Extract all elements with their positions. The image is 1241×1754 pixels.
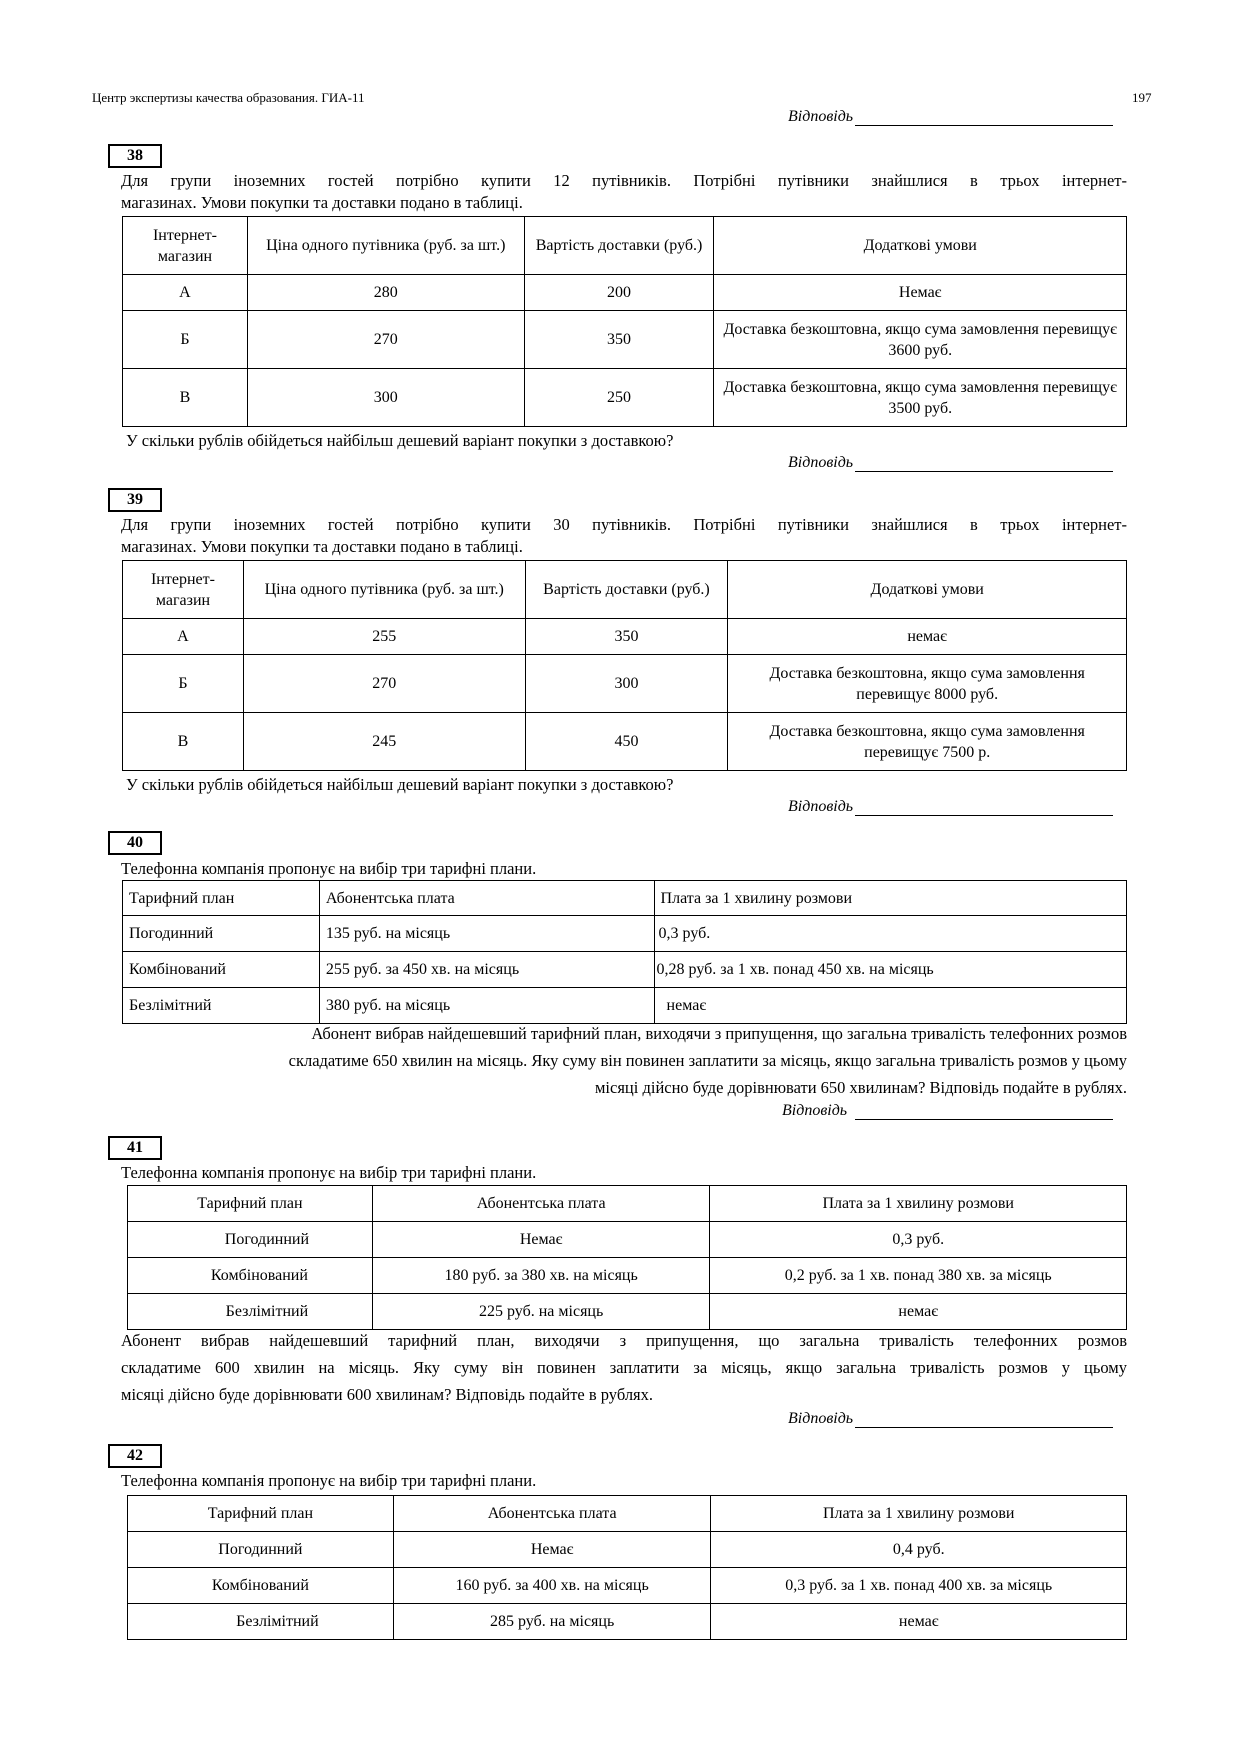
header-cell: Інтернет-магазин bbox=[123, 217, 248, 275]
table-cell: 350 bbox=[525, 619, 728, 655]
table-cell: 245 bbox=[243, 713, 525, 771]
table-cell: А bbox=[123, 275, 248, 311]
table-header-row bbox=[123, 217, 1127, 275]
answer-blank[interactable] bbox=[855, 1104, 1113, 1120]
table-row bbox=[123, 369, 1127, 427]
table-cell: 380 руб. на місяць bbox=[319, 988, 654, 1024]
header-cell: Тарифний план bbox=[123, 881, 320, 916]
table-cell: 270 bbox=[243, 655, 525, 713]
task-38-question: У скільки рублів обійдеться найбільш дешевий варіант покупки з доставкою? bbox=[126, 431, 674, 450]
table-header-row bbox=[123, 561, 1127, 619]
table-header-row bbox=[123, 881, 1127, 916]
answer-blank[interactable] bbox=[855, 800, 1113, 816]
table-row bbox=[128, 1258, 1127, 1294]
table-cell: 0,28 руб. за 1 хв. понад 450 хв. на місяць bbox=[654, 952, 1126, 988]
table-cell: Немає bbox=[372, 1222, 710, 1258]
header-cell: Абонентська плата bbox=[372, 1186, 710, 1222]
table-row bbox=[128, 1532, 1127, 1568]
table-cell: В bbox=[123, 369, 248, 427]
table-row bbox=[123, 713, 1127, 771]
table-row bbox=[123, 655, 1127, 713]
header-cell: Плата за 1 хвилину розмови bbox=[710, 1186, 1127, 1222]
answer-line-40 bbox=[782, 1102, 1113, 1120]
header-cell: Додаткові умови bbox=[728, 561, 1127, 619]
table-cell: В bbox=[123, 713, 244, 771]
table-cell: 300 bbox=[525, 655, 728, 713]
table-row bbox=[123, 619, 1127, 655]
answer-blank[interactable] bbox=[855, 1412, 1113, 1428]
table-cell: 350 bbox=[524, 311, 714, 369]
header-cell: Інтернет-магазин bbox=[123, 561, 244, 619]
task-41-question-line1: Абонент вибрав найдешевший тарифний план, виходячи з припущення, що загальна тривалість телефонних розмов bbox=[121, 1331, 1127, 1350]
answer-blank[interactable] bbox=[855, 456, 1113, 472]
answer-label: Відповідь bbox=[788, 798, 854, 815]
header-cell: Додаткові умови bbox=[714, 217, 1127, 275]
table-row bbox=[128, 1568, 1127, 1604]
table-cell: Безлімітний bbox=[128, 1294, 373, 1330]
task-38-table bbox=[122, 216, 1127, 427]
task-number-41: 41 bbox=[108, 1136, 162, 1160]
table-cell: Доставка безкоштовна, якщо сума замовлення перевищує 3600 руб. bbox=[714, 311, 1127, 369]
task-39-question: У скільки рублів обійдеться найбільш дешевий варіант покупки з доставкою? bbox=[126, 775, 674, 794]
table-cell: Безлімітний bbox=[128, 1604, 394, 1640]
table-cell: 0,2 руб. за 1 хв. понад 380 хв. за місяць bbox=[710, 1258, 1127, 1294]
header-cell: Вартість доставки (руб.) bbox=[525, 561, 728, 619]
table-row bbox=[123, 275, 1127, 311]
table-cell: 225 руб. на місяць bbox=[372, 1294, 710, 1330]
table-cell: 160 руб. за 400 хв. на місяць bbox=[393, 1568, 711, 1604]
table-cell: Безлімітний bbox=[123, 988, 320, 1024]
table-cell: А bbox=[123, 619, 244, 655]
task-41-question-line2: складатиме 600 хвилин на місяць. Яку суму він повинен заплатити за місяць, якщо загальна тривалість розмов у цьому bbox=[121, 1358, 1127, 1377]
answer-label: Відповідь bbox=[782, 1102, 848, 1119]
header-cell: Ціна одного путівника (руб. за шт.) bbox=[243, 561, 525, 619]
table-header-row bbox=[128, 1496, 1127, 1532]
table-cell: Доставка безкоштовна, якщо сума замовлення перевищує 7500 р. bbox=[728, 713, 1127, 771]
table-cell: 0,4 руб. bbox=[711, 1532, 1127, 1568]
table-row bbox=[123, 916, 1127, 952]
answer-line-38 bbox=[788, 454, 1113, 472]
table-header-row bbox=[128, 1186, 1127, 1222]
answer-label: Відповідь bbox=[788, 1410, 854, 1427]
task-number-42: 42 bbox=[108, 1444, 162, 1468]
table-cell: 270 bbox=[247, 311, 524, 369]
header-cell: Плата за 1 хвилину розмови bbox=[711, 1496, 1127, 1532]
table-cell: 180 руб. за 380 хв. на місяць bbox=[372, 1258, 710, 1294]
task-40-question-line1: Абонент вибрав найдешевший тарифний план, виходячи з припущення, що загальна тривалість телефонних розмов bbox=[311, 1024, 1127, 1043]
table-row bbox=[128, 1222, 1127, 1258]
table-cell: 0,3 руб. bbox=[710, 1222, 1127, 1258]
answer-line-39 bbox=[788, 798, 1113, 816]
table-cell: Комбінований bbox=[128, 1258, 373, 1294]
table-cell: 280 bbox=[247, 275, 524, 311]
table-cell: 0,3 руб. bbox=[654, 916, 1126, 952]
table-cell: немає bbox=[728, 619, 1127, 655]
table-cell: 285 руб. на місяць bbox=[393, 1604, 711, 1640]
table-cell: Доставка безкоштовна, якщо сума замовлення перевищує 8000 руб. bbox=[728, 655, 1127, 713]
header-cell: Абонентська плата bbox=[393, 1496, 711, 1532]
table-cell: 200 bbox=[524, 275, 714, 311]
table-cell: 135 руб. на місяць bbox=[319, 916, 654, 952]
table-cell: Немає bbox=[714, 275, 1127, 311]
page-header-title: Центр экспертизы качества образования. ГИА-11 bbox=[92, 90, 365, 105]
header-cell: Вартість доставки (руб.) bbox=[524, 217, 714, 275]
task-40-question-line3: місяці дійсно буде дорівнювати 650 хвилинам? Відповідь подайте в рублях. bbox=[594, 1078, 1127, 1097]
answer-line-41 bbox=[788, 1410, 1113, 1428]
table-cell: 450 bbox=[525, 713, 728, 771]
table-cell: 255 bbox=[243, 619, 525, 655]
table-cell: 0,3 руб. за 1 хв. понад 400 хв. за місяць bbox=[711, 1568, 1127, 1604]
answer-label: Відповідь bbox=[788, 454, 854, 471]
table-cell: Погодинний bbox=[123, 916, 320, 952]
table-cell: 250 bbox=[524, 369, 714, 427]
header-cell: Тарифний план bbox=[128, 1186, 373, 1222]
table-row bbox=[128, 1294, 1127, 1330]
table-cell: 300 bbox=[247, 369, 524, 427]
table-row bbox=[123, 952, 1127, 988]
task-number-40: 40 bbox=[108, 831, 162, 855]
table-cell: Б bbox=[123, 311, 248, 369]
table-row bbox=[123, 311, 1127, 369]
page-number: 197 bbox=[1132, 90, 1152, 105]
task-40-question-line2: складатиме 650 хвилин на місяць. Яку суму він повинен заплатити за місяць, якщо загальна тривалість розмов у цьому bbox=[288, 1051, 1127, 1070]
task-40-intro: Телефонна компанія пропонує на вибір три тарифні плани. bbox=[121, 859, 537, 878]
task-39-text-line1: Для групи іноземних гостей потрібно купити 30 путівників. Потрібні путівники знайшлися в трьох інтернет- bbox=[121, 515, 1127, 534]
table-cell: Б bbox=[123, 655, 244, 713]
answer-blank[interactable] bbox=[855, 110, 1113, 126]
task-38-text-line1: Для групи іноземних гостей потрібно купити 12 путівників. Потрібні путівники знайшлися в трьох інтернет- bbox=[121, 171, 1127, 190]
task-38-text-line2: магазинах. Умови покупки та доставки подано в таблиці. bbox=[121, 193, 523, 212]
header-cell: Ціна одного путівника (руб. за шт.) bbox=[247, 217, 524, 275]
task-41-table bbox=[127, 1185, 1127, 1330]
table-cell: Немає bbox=[393, 1532, 711, 1568]
table-cell: Погодинний bbox=[128, 1532, 394, 1568]
table-cell: немає bbox=[710, 1294, 1127, 1330]
table-cell: немає bbox=[654, 988, 1126, 1024]
answer-label: Відповідь bbox=[788, 108, 854, 125]
task-40-table bbox=[122, 880, 1127, 1024]
answer-line-37 bbox=[788, 108, 1113, 126]
table-cell: Погодинний bbox=[128, 1222, 373, 1258]
table-cell: Комбінований bbox=[128, 1568, 394, 1604]
task-39-text-line2: магазинах. Умови покупки та доставки подано в таблиці. bbox=[121, 537, 523, 556]
header-cell: Абонентська плата bbox=[319, 881, 654, 916]
task-42-table bbox=[127, 1495, 1127, 1640]
table-cell: немає bbox=[711, 1604, 1127, 1640]
header-cell: Плата за 1 хвилину розмови bbox=[654, 881, 1126, 916]
table-cell: Доставка безкоштовна, якщо сума замовлення перевищує 3500 руб. bbox=[714, 369, 1127, 427]
table-row bbox=[123, 988, 1127, 1024]
table-cell: 255 руб. за 450 хв. на місяць bbox=[319, 952, 654, 988]
table-cell: Комбінований bbox=[123, 952, 320, 988]
task-42-intro: Телефонна компанія пропонує на вибір три тарифні плани. bbox=[121, 1471, 537, 1490]
task-number-39: 39 bbox=[108, 488, 162, 512]
task-39-table bbox=[122, 560, 1127, 771]
task-number-38: 38 bbox=[108, 144, 162, 168]
table-row bbox=[128, 1604, 1127, 1640]
task-41-intro: Телефонна компанія пропонує на вибір три тарифні плани. bbox=[121, 1163, 537, 1182]
task-41-question-line3: місяці дійсно буде дорівнювати 600 хвилинам? Відповідь подайте в рублях. bbox=[121, 1385, 654, 1404]
header-cell: Тарифний план bbox=[128, 1496, 394, 1532]
